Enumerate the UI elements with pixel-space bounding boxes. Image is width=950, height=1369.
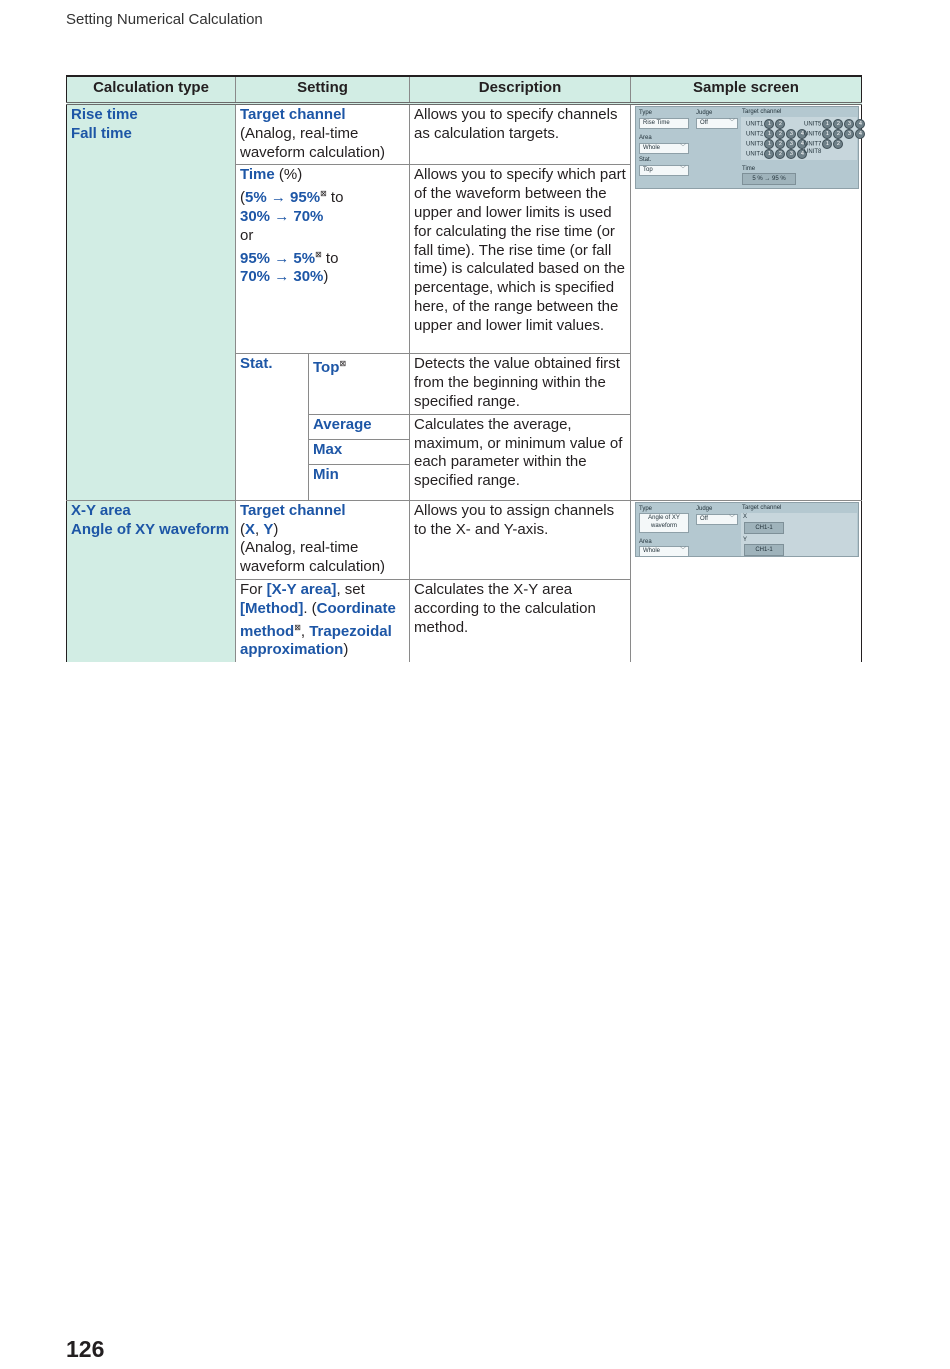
comma: ,: [255, 520, 264, 538]
channel-toggle[interactable]: 3: [844, 119, 854, 129]
type-value-line: waveform: [650, 522, 677, 529]
screen-judge-value: Off: [700, 515, 708, 522]
desc-target-channel: Allows you to specify channels as calculation targets.: [410, 104, 631, 165]
rise-sample-screen-cell: [631, 104, 862, 501]
channel-toggle[interactable]: 1: [822, 139, 832, 149]
screen-type-label: Type: [639, 505, 653, 512]
chevron-down-icon: ﹀: [728, 120, 735, 126]
channel-toggle[interactable]: 1: [764, 119, 774, 129]
type-rise-time: Rise time: [71, 106, 138, 123]
channel-toggle[interactable]: 4: [855, 119, 865, 129]
unit-row[interactable]: [804, 139, 843, 149]
channel-toggle[interactable]: 3: [786, 139, 796, 149]
time-label: Time: [240, 166, 275, 184]
unit-label: UNIT1: [746, 121, 764, 128]
channel-toggle[interactable]: 1: [764, 139, 774, 149]
method-label: [Method]: [240, 599, 304, 617]
screen-area-label: Area: [639, 538, 652, 545]
target-channel-note: (Analog, real-time waveform calculation): [240, 124, 386, 161]
time-option-70-30: 70% → 30%: [240, 268, 324, 286]
unit-label: UNIT8: [804, 149, 822, 155]
channel-toggle[interactable]: 1: [822, 119, 832, 129]
screen-judge-select[interactable]: [696, 514, 738, 525]
setting-stat-top: [309, 354, 410, 414]
method-xy-area: [X-Y area]: [266, 580, 337, 598]
channel-toggle[interactable]: 1: [764, 129, 774, 139]
screen-x-label: X: [743, 513, 748, 520]
time-option-95-5: 95% → 5%: [240, 249, 316, 267]
setting-stat-max: Max: [309, 439, 410, 464]
channel-toggle[interactable]: 3: [786, 149, 796, 159]
paren-open: (: [240, 520, 245, 538]
header-description: Description: [410, 76, 631, 104]
setting-stat-label: Stat.: [236, 354, 309, 500]
chevron-down-icon: ﹀: [679, 167, 686, 173]
channel-toggle[interactable]: 2: [833, 119, 843, 129]
running-head: Setting Numerical Calculation: [66, 11, 263, 28]
unit-label: UNIT2: [746, 131, 764, 138]
unit-row[interactable]: [804, 129, 865, 139]
chevron-down-icon: ﹀: [679, 547, 686, 554]
default-marker-icon: ⊠: [294, 622, 301, 632]
type-fall-time: Fall time: [71, 124, 132, 142]
header-sample-screen: Sample screen: [631, 76, 862, 104]
setting-xy-method: [236, 579, 410, 662]
time-or-text: or: [240, 226, 254, 244]
method-mid-text: , set: [336, 580, 365, 598]
time-option-30-70: 30% → 70%: [240, 207, 324, 225]
table-row: [67, 104, 862, 165]
channel-toggle[interactable]: 1: [764, 149, 774, 159]
paren-close: ): [273, 520, 279, 538]
channel-toggle[interactable]: 1: [822, 129, 832, 139]
paren-open: (: [240, 189, 245, 207]
time-option-5-95: 5% → 95%: [245, 189, 321, 207]
page-number: 126: [66, 1336, 105, 1362]
type-value-line: Angle of XY: [648, 514, 680, 521]
header-calculation-type: Calculation type: [67, 76, 236, 104]
unit-row[interactable]: [746, 149, 807, 159]
channel-toggle[interactable]: 2: [833, 139, 843, 149]
time-to-text: to: [326, 189, 344, 207]
default-marker-icon: ⊠: [315, 249, 322, 259]
channel-toggle[interactable]: 2: [775, 119, 785, 129]
unit-label: UNIT4: [746, 151, 764, 158]
channel-toggle[interactable]: 2: [775, 149, 785, 159]
screen-y-channel-button[interactable]: CH1-1: [744, 544, 784, 556]
screen-area-value: Whole: [643, 547, 661, 554]
chevron-down-icon: ﹀: [679, 145, 686, 151]
time-unit: (%): [274, 166, 303, 184]
desc-time: Allows you to specify which part of the waveform between the upper and lower limits is used for calculating the rise time (or fall time). The rise time (or fall time) is calculated based on the percentage, which is specified here, of the range between the upper and lower limit values.: [410, 165, 631, 354]
method-trapezoidal: Trapezoidal approximation: [240, 622, 392, 659]
unit-row[interactable]: [804, 119, 865, 129]
screen-judge-value: Off: [700, 120, 708, 126]
header-setting: Setting: [236, 76, 410, 104]
unit-row[interactable]: [746, 139, 807, 149]
screen-type-label: Type: [639, 110, 653, 116]
xy-sample-screen-cell: [631, 500, 862, 662]
unit-row[interactable]: [746, 119, 785, 129]
channel-toggle[interactable]: 2: [775, 139, 785, 149]
method-coordinate: Coordinate method: [240, 599, 396, 640]
channel-toggle[interactable]: 4: [797, 149, 807, 159]
rise-fall-type-cell: [67, 104, 236, 501]
screen-y-label: Y: [743, 536, 748, 543]
xy-axis-y: Y: [263, 520, 274, 538]
screen-judge-select[interactable]: [696, 118, 738, 129]
xy-target-channel-label: Target channel: [240, 501, 346, 519]
unit-row[interactable]: [746, 129, 807, 139]
screen-target-label: Target channel: [742, 504, 782, 511]
paren-close: ): [343, 641, 349, 659]
setting-time: [236, 165, 410, 354]
time-to-text: to: [321, 249, 339, 267]
type-xy-area: X-Y area: [71, 501, 131, 519]
stat-top-label: Top: [313, 359, 340, 377]
unit-row[interactable]: [804, 149, 821, 156]
screen-area-select[interactable]: [639, 546, 689, 557]
screen-target-label: Target channel: [742, 109, 782, 115]
screen-stat-select[interactable]: [639, 165, 689, 176]
screen-area-value: Whole: [643, 145, 661, 151]
channel-toggle[interactable]: 4: [797, 139, 807, 149]
screen-stat-value: Top: [643, 167, 653, 173]
rise-time-sample-screen: [635, 106, 862, 189]
channel-toggle[interactable]: 4: [797, 129, 807, 139]
table-row: [67, 500, 862, 579]
method-mid2-text: . (: [303, 599, 317, 617]
unit-label: UNIT6: [804, 131, 822, 138]
channel-toggle[interactable]: 2: [833, 129, 843, 139]
screen-area-select[interactable]: [639, 143, 689, 154]
comma: ,: [300, 622, 310, 640]
type-angle-xy-waveform: Angle of XY waveform: [71, 520, 230, 538]
unit-label: UNIT5: [804, 121, 822, 128]
chevron-down-icon: ﹀: [728, 515, 735, 522]
paren-close: ): [323, 268, 329, 286]
calculation-settings-table: [66, 75, 862, 662]
target-channel-label: Target channel: [240, 106, 346, 123]
desc-stat-average-max-min: Calculates the average, maximum, or minimum value of each parameter within the specified range.: [410, 414, 631, 500]
screen-type-select[interactable]: [639, 513, 689, 533]
screen-time-button[interactable]: 5 % → 95 %: [742, 173, 796, 185]
default-marker-icon: ⊠: [320, 189, 327, 199]
screen-x-channel-button[interactable]: CH1-1: [744, 522, 784, 534]
setting-stat-min: Min: [309, 464, 410, 500]
screen-area-label: Area: [639, 135, 652, 141]
setting-xy-target-channel: [236, 500, 410, 579]
default-marker-icon: ⊠: [339, 359, 347, 369]
screen-channel-panel: [741, 117, 862, 160]
channel-toggle[interactable]: 2: [775, 129, 785, 139]
xy-type-cell: [67, 500, 236, 662]
screen-judge-label: Judge: [696, 110, 713, 116]
channel-toggle[interactable]: 3: [786, 129, 796, 139]
screen-type-select[interactable]: Rise Time: [639, 118, 689, 129]
xy-sample-screen: [635, 502, 859, 557]
screen-stat-label: Stat.: [639, 157, 652, 163]
table-header-row: [67, 76, 862, 104]
screen-time-label: Time: [742, 166, 756, 172]
channel-toggle[interactable]: 4: [855, 129, 865, 139]
channel-toggle[interactable]: 3: [844, 129, 854, 139]
xy-target-note: (Analog, real-time waveform calculation): [240, 539, 386, 576]
unit-label: UNIT7: [804, 141, 822, 148]
xy-axis-x: X: [245, 520, 256, 538]
unit-label: UNIT3: [746, 141, 764, 148]
method-pre-text: For: [240, 580, 267, 598]
desc-xy-target-channel: Allows you to assign channels to the X- and Y-axis.: [410, 500, 631, 579]
setting-stat-average: Average: [309, 414, 410, 439]
desc-stat-top: Detects the value obtained first from the beginning within the specified range.: [410, 354, 631, 414]
setting-target-channel: [236, 104, 410, 165]
screen-judge-label: Judge: [696, 505, 713, 512]
desc-xy-method: Calculates the X-Y area according to the calculation method.: [410, 579, 631, 662]
